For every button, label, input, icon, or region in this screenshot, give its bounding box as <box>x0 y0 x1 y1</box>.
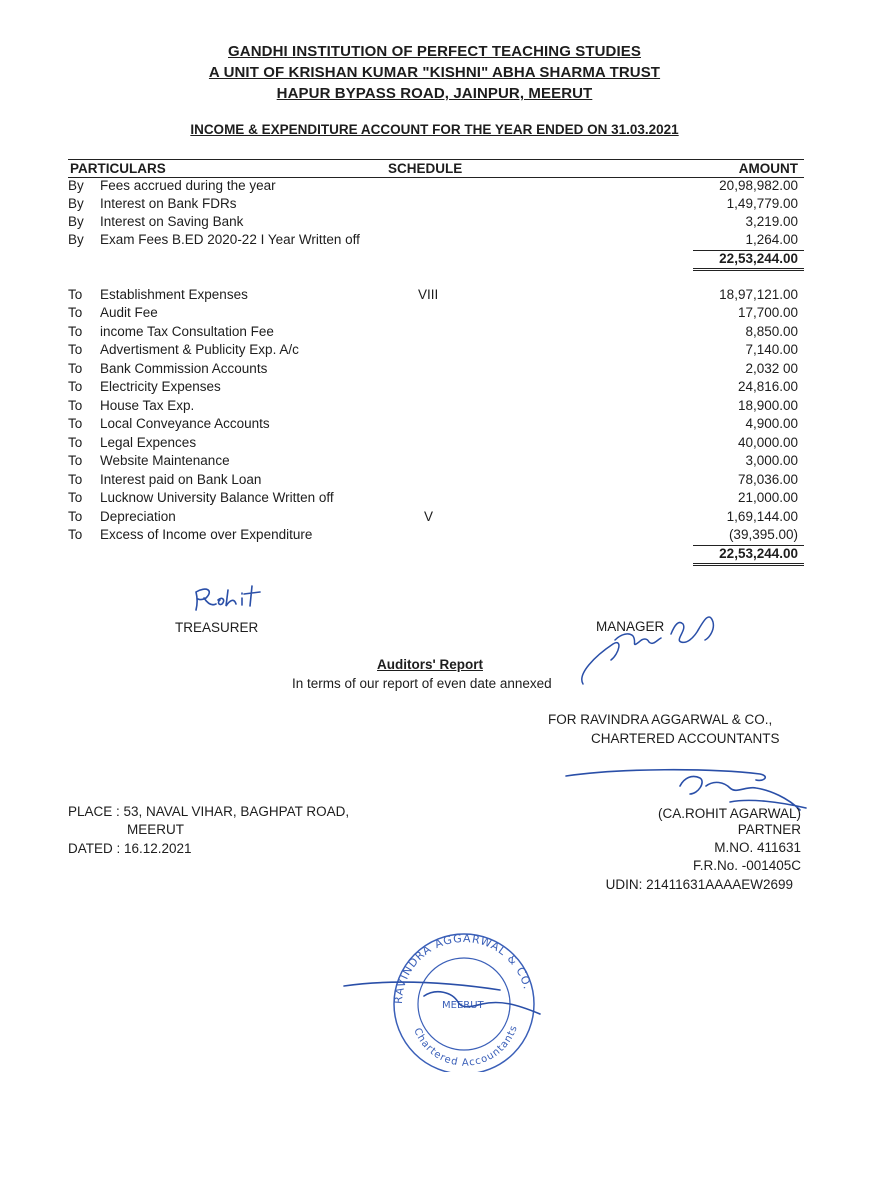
row-amount: 21,000.00 <box>737 490 798 505</box>
table-row <box>68 196 804 214</box>
row-prefix: To <box>68 398 83 413</box>
treasurer-label: TREASURER <box>175 620 259 635</box>
table-row <box>68 435 804 453</box>
place-line1: PLACE : 53, NAVAL VIHAR, BAGHPAT ROAD, <box>68 804 350 819</box>
table-row <box>68 453 804 471</box>
table-row <box>68 398 804 416</box>
row-prefix: To <box>68 361 83 376</box>
row-particular: Legal Expences <box>100 435 197 450</box>
row-amount: 18,900.00 <box>737 398 798 413</box>
row-amount: 18,97,121.00 <box>719 287 798 302</box>
row-prefix: To <box>68 453 83 468</box>
table-row <box>68 416 804 434</box>
trust-name: A UNIT OF KRISHAN KUMAR "KISHNI" ABHA SHARMA TRUST <box>208 64 661 81</box>
row-prefix: To <box>68 342 83 357</box>
row-amount: 78,036.00 <box>737 472 798 487</box>
row-prefix: By <box>68 214 84 229</box>
table-header <box>68 159 804 178</box>
row-prefix: To <box>68 490 83 505</box>
row-amount: 2,032 00 <box>745 361 798 376</box>
table-row <box>68 178 804 196</box>
table-row <box>68 342 804 360</box>
table-row <box>68 324 804 342</box>
row-prefix: To <box>68 416 83 431</box>
membership-number: M.NO. 411631 <box>714 840 801 855</box>
place-line2: MEERUT <box>127 822 184 837</box>
row-prefix: To <box>68 287 83 302</box>
row-amount: 3,000.00 <box>745 453 798 468</box>
row-amount: 40,000.00 <box>737 435 798 450</box>
partner-name: (CA.ROHIT AGARWAL) <box>657 806 801 821</box>
partner-title: PARTNER <box>737 822 801 837</box>
row-particular: Bank Commission Accounts <box>100 361 268 376</box>
row-particular: Local Conveyance Accounts <box>100 416 270 431</box>
particulars-header: PARTICULARS <box>70 161 166 176</box>
schedule-header: SCHEDULE <box>388 161 463 176</box>
row-schedule: VIII <box>418 287 439 302</box>
auditors-report-text: In terms of our report of even date annexed <box>292 676 552 691</box>
expenditure-total: 22,53,244.00 <box>693 545 804 566</box>
row-particular: income Tax Consultation Fee <box>100 324 274 339</box>
row-particular: Depreciation <box>100 509 176 524</box>
row-particular: Audit Fee <box>100 305 158 320</box>
amount-header: AMOUNT <box>738 161 798 176</box>
row-particular: House Tax Exp. <box>100 398 195 413</box>
table-row <box>68 490 804 508</box>
table-row <box>68 214 804 232</box>
row-amount: 7,140.00 <box>745 342 798 357</box>
table-row <box>68 232 804 250</box>
row-prefix: By <box>68 232 84 247</box>
firm-designation: CHARTERED ACCOUNTANTS <box>591 731 780 746</box>
row-particular: Interest paid on Bank Loan <box>100 472 262 487</box>
table-row <box>68 472 804 490</box>
row-particular: Electricity Expenses <box>100 379 221 394</box>
row-amount: 8,850.00 <box>745 324 798 339</box>
row-particular: Exam Fees B.ED 2020-22 I Year Written off <box>100 232 360 247</box>
row-particular: Advertisment & Publicity Exp. A/c <box>100 342 299 357</box>
table-row <box>68 361 804 379</box>
row-amount: 3,219.00 <box>745 214 798 229</box>
firm-seal <box>340 932 550 1072</box>
row-particular: Interest on Bank FDRs <box>100 196 237 211</box>
row-particular: Lucknow University Balance Written off <box>100 490 334 505</box>
manager-label: MANAGER <box>596 619 665 634</box>
row-amount: 1,49,779.00 <box>726 196 798 211</box>
institution-name: GANDHI INSTITUTION OF PERFECT TEACHING STUDIES <box>228 43 641 60</box>
row-amount: 1,264.00 <box>745 232 798 247</box>
row-amount: 24,816.00 <box>737 379 798 394</box>
row-amount: 20,98,982.00 <box>719 178 798 193</box>
treasurer-signature <box>188 582 278 614</box>
statement-title: INCOME & EXPENDITURE ACCOUNT FOR THE YEAR ENDED ON 31.03.2021 <box>190 122 679 137</box>
row-particular: Establishment Expenses <box>100 287 248 302</box>
seal-bottom-text: Chartered Accountants <box>411 1023 520 1069</box>
table-row <box>68 379 804 397</box>
table-row <box>68 287 804 305</box>
row-amount: 17,700.00 <box>737 305 798 320</box>
table-row <box>68 305 804 323</box>
income-total: 22,53,244.00 <box>693 250 804 271</box>
udin: UDIN: 21411631AAAAEW2699 <box>605 877 793 892</box>
address: HAPUR BYPASS ROAD, JAINPUR, MEERUT <box>276 85 593 102</box>
row-prefix: By <box>68 178 84 193</box>
seal-top-text: RAVINDRA AGGARWAL & CO. <box>391 932 535 1005</box>
row-amount: 1,69,144.00 <box>726 509 798 524</box>
manager-signature <box>575 604 725 692</box>
row-amount: 4,900.00 <box>745 416 798 431</box>
row-particular: Excess of Income over Expenditure <box>100 527 313 542</box>
row-prefix: To <box>68 472 83 487</box>
row-particular: Interest on Saving Bank <box>100 214 244 229</box>
table-row <box>68 509 804 527</box>
dated: DATED : 16.12.2021 <box>68 841 192 856</box>
svg-text:RAVINDRA AGGARWAL & CO. <box>392 932 534 1004</box>
row-prefix: To <box>68 324 83 339</box>
row-prefix: To <box>68 527 83 542</box>
row-schedule: V <box>424 509 434 524</box>
seal-center-text: MEERUT <box>442 1000 484 1011</box>
firm-name: FOR RAVINDRA AGGARWAL & CO., <box>548 712 773 727</box>
firm-registration-number: F.R.No. -001405C <box>692 858 801 873</box>
row-prefix: To <box>68 305 83 320</box>
row-particular: Fees accrued during the year <box>100 178 276 193</box>
row-prefix: To <box>68 509 83 524</box>
row-prefix: To <box>68 379 83 394</box>
table-row <box>68 527 804 545</box>
row-prefix: To <box>68 435 83 450</box>
row-particular: Website Maintenance <box>100 453 230 468</box>
row-amount: (39,395.00) <box>728 527 798 542</box>
auditors-report-heading: Auditors' Report <box>377 657 483 672</box>
row-prefix: By <box>68 196 84 211</box>
